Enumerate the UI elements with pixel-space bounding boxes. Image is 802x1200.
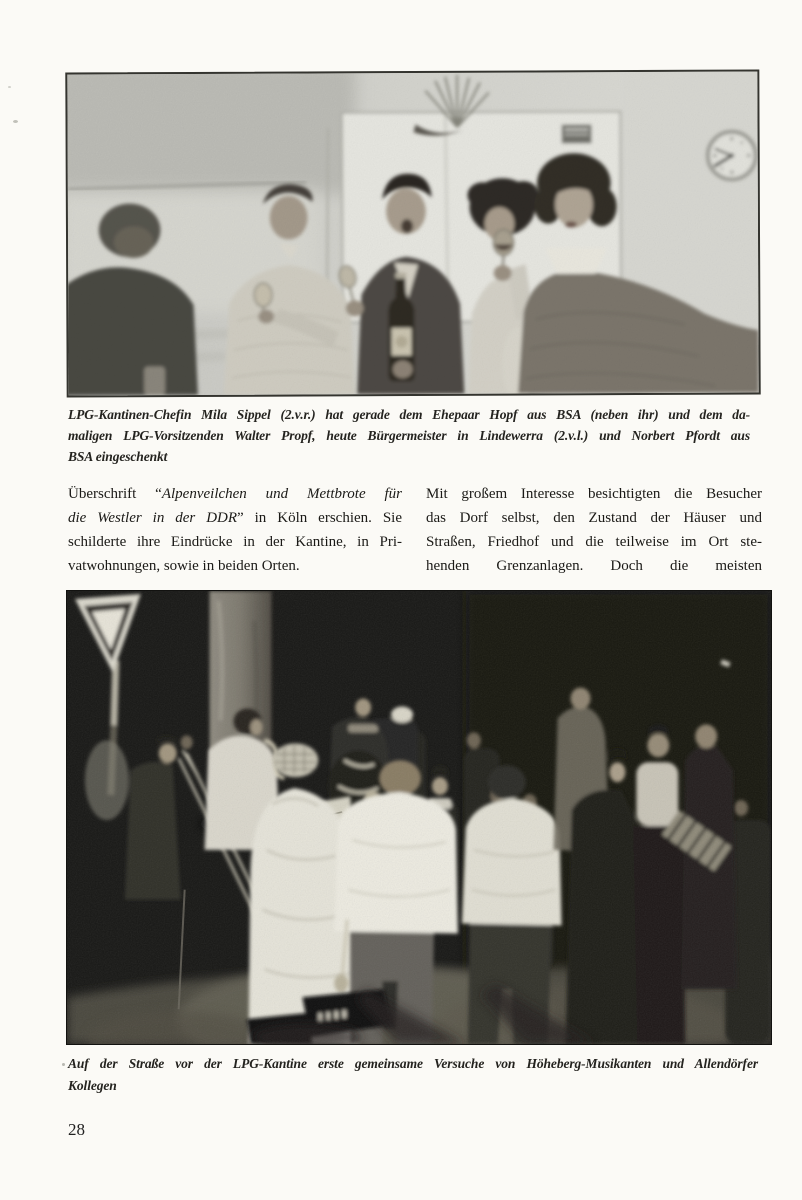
photo-top: [65, 69, 760, 397]
text-line: henden Grenzanlagen. Doch die meisten: [426, 558, 762, 574]
text-line: schilderte ihre Eindrücke in der Kantine, in Pri-: [68, 534, 402, 550]
body-column-right: [426, 482, 762, 578]
text-line: die Westler in der DDR” in Köln erschien. Sie: [68, 510, 403, 526]
photo-bottom: [66, 590, 772, 1045]
photo-top-art: [67, 71, 758, 395]
scan-speck: [62, 1063, 65, 1066]
photo-top-caption: [68, 404, 750, 467]
scan-speck: [13, 120, 18, 123]
text-line: Straßen, Friedhof und die teilweise im Ort ste-: [426, 534, 762, 550]
photo-bottom-caption: [68, 1053, 758, 1097]
text-line: Auf der Straße vor der LPG-Kantine erste gemeinsame Versuche von Höheberg-Musikanten und Allendörfer: [68, 1056, 758, 1071]
text-line: Überschrift “Alpenveilchen und Mettbrote für: [68, 486, 402, 502]
text-line: das Dorf selbst, den Zustand der Häuser und: [426, 510, 762, 526]
text-line: Kollegen: [68, 1078, 117, 1093]
text-line: LPG-Kantinen-Chefin Mila Sippel (2.v.r.) hat gerade dem Ehepaar Hopf aus BSA (neben ihr) und dem da-: [68, 407, 750, 422]
text-line: vatwohnungen, sowie in beiden Orten.: [68, 558, 300, 574]
page-number: 28: [68, 1120, 85, 1139]
scan-speck: [8, 86, 11, 88]
text-line: Mit großem Interesse besichtigten die Besucher: [426, 486, 762, 502]
text-line: BSA eingeschenkt: [68, 449, 168, 464]
text-line: maligen LPG-Vorsitzenden Walter Propf, heute Bürgermeister in Lindewerra (2.v.l.) und Norbert Pfordt aus: [68, 428, 750, 443]
photo-bottom-art: [67, 591, 771, 1044]
body-column-left: [68, 482, 402, 578]
body-text: [68, 482, 762, 578]
